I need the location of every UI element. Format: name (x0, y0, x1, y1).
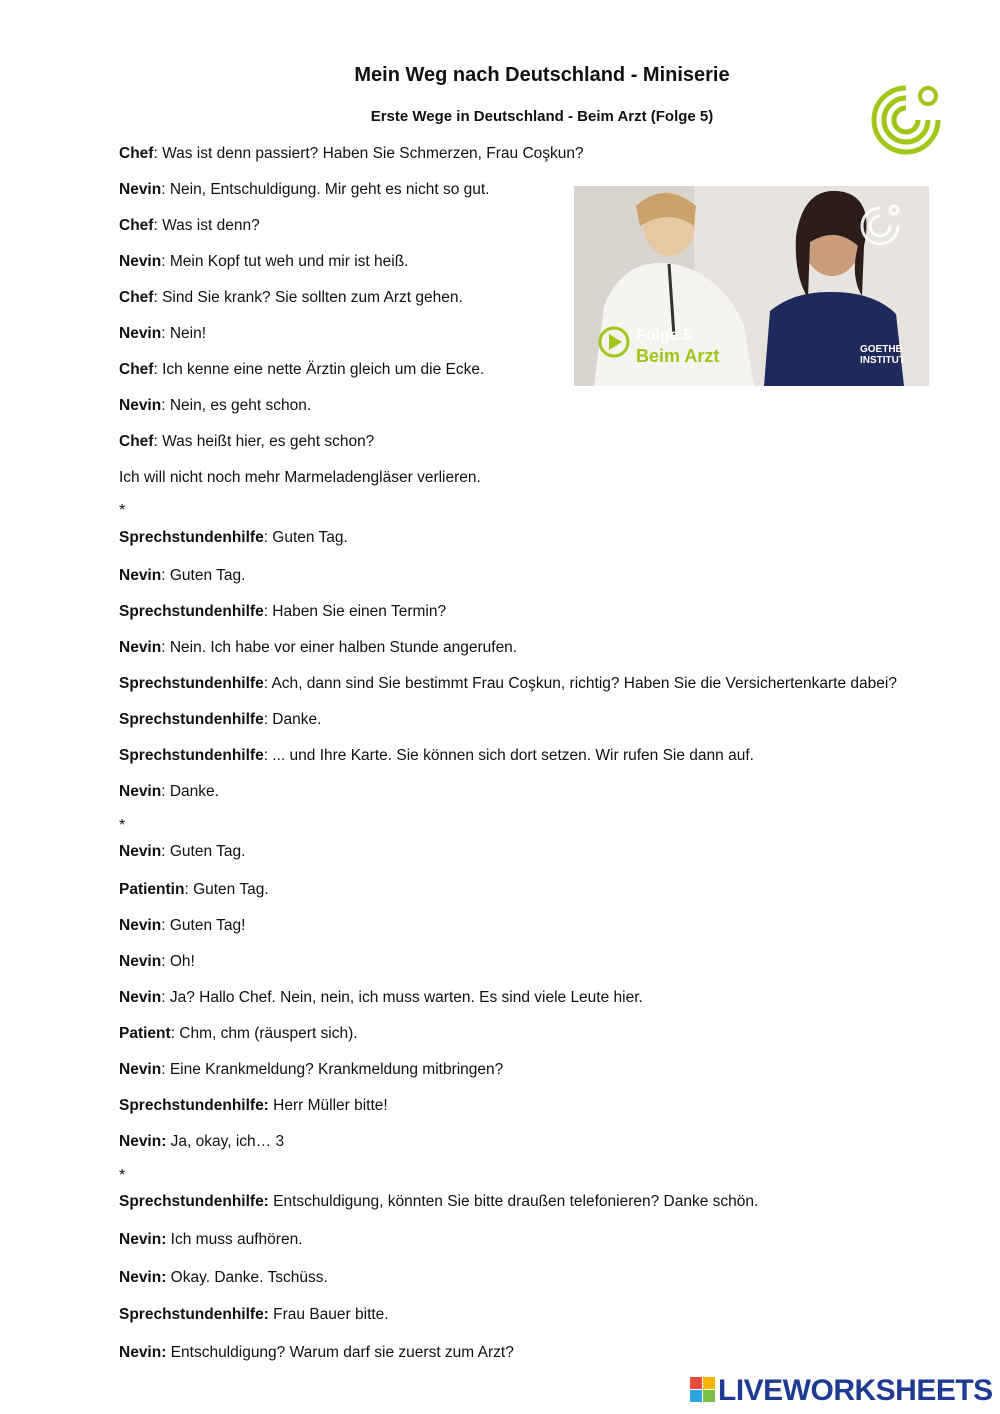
dialogue-line (119, 397, 311, 415)
line-text: Ja, okay, ich… 3 (166, 1133, 285, 1150)
dialogue-line (119, 843, 245, 861)
speaker-colon: : (153, 433, 158, 450)
speaker-name: Nevin: (119, 1231, 167, 1248)
video-episode: Folge 5 (636, 327, 693, 344)
speaker-name: Nevin (119, 1061, 162, 1078)
line-text: Was ist denn passiert? Haben Sie Schmerzen, Frau Coşkun? (157, 145, 584, 162)
speaker-colon: : (263, 747, 268, 764)
dialogue-line (119, 217, 260, 235)
speaker-colon: : (263, 675, 268, 692)
speaker-name: Patient (119, 1025, 171, 1042)
speaker-colon: : (263, 529, 268, 546)
speaker-name: Nevin: (119, 1133, 167, 1150)
dialogue-line (119, 1269, 328, 1287)
speaker-name: Chef (119, 217, 154, 234)
speaker-name: Nevin: (119, 1344, 167, 1361)
speaker-name: Nevin (119, 397, 162, 414)
line-text: Was heißt hier, es geht schon? (157, 433, 375, 450)
dialogue-line (119, 711, 321, 729)
speaker-name: Nevin (119, 181, 162, 198)
liveworksheets-badge-icon (690, 1377, 716, 1403)
page-subtitle: Erste Wege in Deutschland - Beim Arzt (Folge 5) (370, 108, 714, 125)
line-text: Danke. (165, 783, 219, 800)
line-text: Guten Tag! (165, 917, 246, 934)
speaker-colon: : (170, 1025, 175, 1042)
line-text: Frau Bauer bitte. (268, 1306, 389, 1323)
speaker-colon: : (161, 325, 166, 342)
dialogue-line (119, 1344, 514, 1362)
dialogue-line (119, 567, 245, 585)
speaker-name: Nevin (119, 325, 162, 342)
speaker-name: Nevin (119, 783, 162, 800)
scene-separator: * (119, 502, 126, 519)
dialogue-line (119, 881, 269, 899)
dialogue-line (119, 529, 348, 547)
speaker-name: Patientin (119, 881, 185, 898)
line-text: Guten Tag. (188, 881, 269, 898)
dialogue-line (119, 747, 754, 765)
dialogue-line (119, 989, 643, 1007)
speaker-name: Nevin (119, 843, 162, 860)
speaker-name: Nevin (119, 253, 162, 270)
dialogue-line (119, 639, 517, 657)
line-text: Nein, Entschuldigung. Mir geht es nicht so gut. (165, 181, 490, 198)
speaker-name: Sprechstundenhilfe (119, 747, 264, 764)
line-text: Haben Sie einen Termin? (268, 603, 447, 620)
speaker-colon: : (153, 145, 158, 162)
line-text: Was ist denn? (157, 217, 260, 234)
dialogue-line (119, 1306, 389, 1324)
dialogue-line (119, 289, 463, 307)
speaker-colon: : (161, 181, 166, 198)
dialogue-line (119, 325, 206, 343)
line-text: Entschuldigung, könnten Sie bitte draußen telefonieren? Danke schön. (268, 1193, 759, 1210)
speaker-name: Chef (119, 145, 154, 162)
goethe-logo-icon (866, 80, 946, 160)
speaker-name: Nevin (119, 917, 162, 934)
speaker-name: Sprechstundenhilfe: (119, 1097, 269, 1114)
dialogue-line (119, 1097, 388, 1115)
speaker-colon: : (161, 397, 166, 414)
video-episode-title: Beim Arzt (636, 346, 720, 366)
speaker-name: Nevin: (119, 1269, 167, 1286)
video-brand-line2: INSTITUT (860, 355, 905, 366)
line-text: Herr Müller bitte! (268, 1097, 388, 1114)
dialogue-line (119, 181, 490, 199)
speaker-name: Chef (119, 361, 154, 378)
video-thumbnail[interactable] (574, 186, 929, 386)
video-brand-line1: GOETHE (860, 344, 903, 355)
scene-separator: * (119, 1167, 126, 1184)
speaker-name: Nevin (119, 639, 162, 656)
line-text: Ich kenne eine nette Ärztin gleich um die Ecke. (157, 361, 485, 378)
line-text: Mein Kopf tut weh und mir ist heiß. (165, 253, 409, 270)
speaker-colon: : (161, 253, 166, 270)
speaker-colon: : (153, 289, 158, 306)
dialogue-line (119, 145, 584, 163)
speaker-name: Sprechstundenhilfe (119, 529, 264, 546)
dialogue-line (119, 675, 897, 693)
speaker-name: Sprechstundenhilfe (119, 711, 264, 728)
line-text: Nein. Ich habe vor einer halben Stunde angerufen. (165, 639, 518, 656)
dialogue-line (119, 783, 219, 801)
line-text: Chm, chm (räuspert sich). (175, 1025, 358, 1042)
line-text: Guten Tag. (165, 843, 246, 860)
line-text: Nein! (165, 325, 207, 342)
scene-separator: * (119, 817, 126, 834)
line-text: Okay. Danke. Tschüss. (166, 1269, 328, 1286)
speaker-colon: : (161, 639, 166, 656)
line-text: Eine Krankmeldung? Krankmeldung mitbringen? (165, 1061, 504, 1078)
speaker-colon: : (161, 567, 166, 584)
page-title: Mein Weg nach Deutschland - Miniserie (354, 64, 730, 86)
dialogue-line (119, 361, 484, 379)
dialogue-line (119, 1193, 758, 1211)
speaker-colon: : (153, 361, 158, 378)
speaker-colon: : (161, 1061, 166, 1078)
line-text: Oh! (165, 953, 195, 970)
dialogue-line (119, 917, 245, 935)
line-text: Guten Tag. (268, 529, 348, 546)
line-text: Ach, dann sind Sie bestimmt Frau Coşkun, richtig? Haben Sie die Versichertenkarte dabei? (268, 675, 897, 692)
speaker-colon: : (184, 881, 189, 898)
line-text: Ich will nicht noch mehr Marmeladengläser verlieren. (119, 469, 481, 486)
speaker-name: Sprechstundenhilfe (119, 603, 264, 620)
dialogue-line (119, 433, 374, 451)
dialogue-line (119, 253, 408, 271)
dialogue-line (119, 953, 195, 971)
dialogue-line (119, 1061, 503, 1079)
speaker-colon: : (161, 953, 166, 970)
line-text: ... und Ihre Karte. Sie können sich dort setzen. Wir rufen Sie dann auf. (268, 747, 754, 764)
speaker-colon: : (263, 603, 268, 620)
speaker-name: Chef (119, 289, 154, 306)
speaker-name: Chef (119, 433, 154, 450)
line-text: Danke. (268, 711, 322, 728)
line-text: Ja? Hallo Chef. Nein, nein, ich muss warten. Es sind viele Leute hier. (165, 989, 643, 1006)
line-text: Sind Sie krank? Sie sollten zum Arzt gehen. (157, 289, 463, 306)
dialogue-line (119, 1133, 284, 1151)
speaker-name: Nevin (119, 567, 162, 584)
dialogue-line (119, 1025, 358, 1043)
line-text: Nein, es geht schon. (165, 397, 312, 414)
speaker-colon: : (161, 843, 166, 860)
speaker-colon: : (161, 783, 166, 800)
speaker-colon: : (263, 711, 268, 728)
line-text: Entschuldigung? Warum darf sie zuerst zum Arzt? (166, 1344, 514, 1361)
speaker-colon: : (161, 917, 166, 934)
dialogue-line (119, 469, 481, 487)
speaker-name: Sprechstundenhilfe: (119, 1306, 269, 1323)
dialogue-line (119, 1231, 303, 1249)
line-text: Ich muss aufhören. (166, 1231, 303, 1248)
line-text: Guten Tag. (165, 567, 246, 584)
speaker-name: Sprechstundenhilfe (119, 675, 264, 692)
dialogue-line (119, 603, 446, 621)
speaker-name: Nevin (119, 953, 162, 970)
speaker-colon: : (161, 989, 166, 1006)
speaker-name: Sprechstundenhilfe: (119, 1193, 269, 1210)
liveworksheets-brand[interactable]: LIVEWORKSHEETS (718, 1374, 993, 1407)
speaker-colon: : (153, 217, 158, 234)
speaker-name: Nevin (119, 989, 162, 1006)
